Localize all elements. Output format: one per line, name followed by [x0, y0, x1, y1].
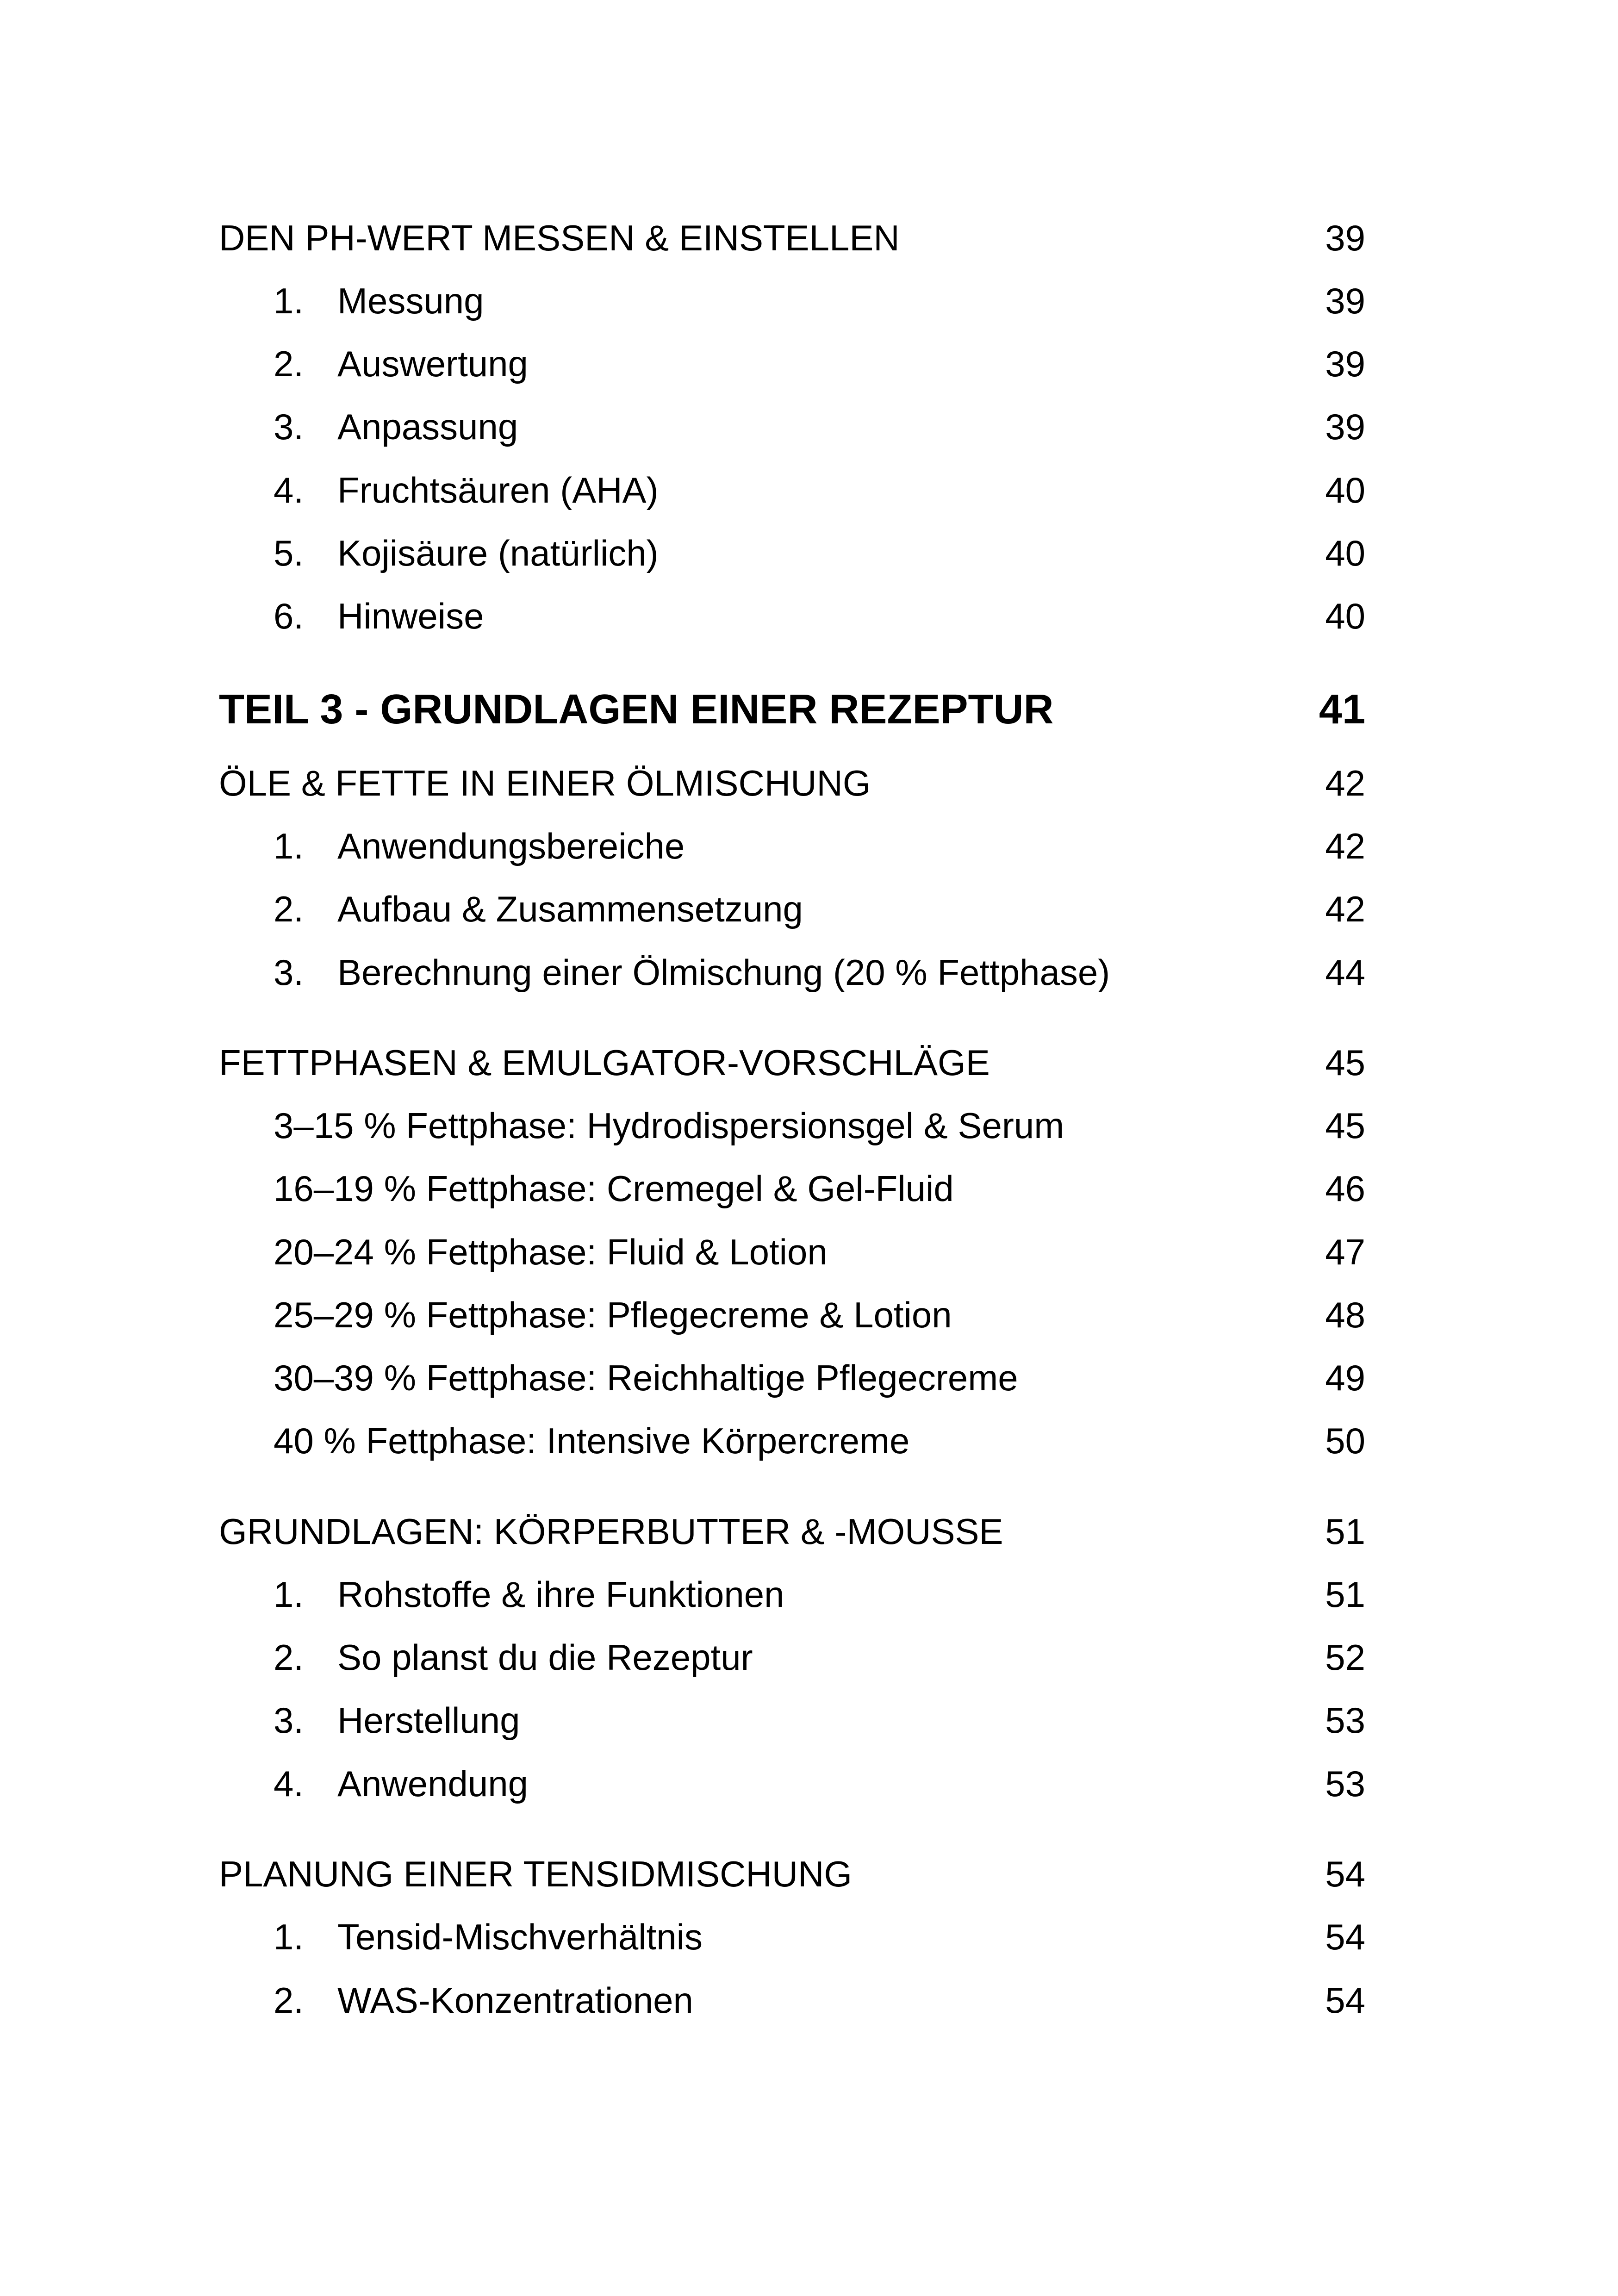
- toc-section-heading: [219, 755, 1365, 811]
- toc-entry-title: Anwendungsbereiche: [337, 826, 685, 866]
- toc-entry-number: 2.: [274, 1637, 304, 1678]
- toc-entry-title: FETTPHASEN & EMULGATOR-VORSCHLÄGE: [219, 1042, 990, 1083]
- toc-entry-title: Auswertung: [337, 343, 528, 384]
- toc-entry-title: TEIL 3 - GRUNDLAGEN EINER REZEPTUR: [219, 686, 1054, 733]
- toc-page-number: 54: [1325, 1980, 1365, 2021]
- toc-entry: [219, 462, 1365, 518]
- toc-entry-title: Fruchtsäuren (AHA): [337, 470, 659, 510]
- toc-entry: [219, 1756, 1365, 1811]
- toc-entry-title: Messung: [337, 280, 484, 321]
- toc-entry-title: PLANUNG EINER TENSIDMISCHUNG: [219, 1854, 853, 1894]
- toc-page-number: 54: [1325, 1854, 1365, 1894]
- toc-entry-title: So planst du die Rezeptur: [337, 1637, 753, 1678]
- toc-page-number: 48: [1325, 1294, 1365, 1335]
- toc-entry: [219, 1972, 1365, 2028]
- toc-entry: [219, 945, 1365, 1000]
- toc-entry: [219, 818, 1365, 874]
- toc-entry-number: 1.: [274, 1916, 304, 1957]
- toc-page-number: 39: [1325, 406, 1365, 447]
- toc-entry-number: 3.: [274, 406, 304, 447]
- toc-entry-number: 1.: [274, 280, 304, 321]
- toc-page-number: 39: [1325, 280, 1365, 321]
- toc-entry: [219, 1098, 1365, 1153]
- toc-page-number: 53: [1325, 1700, 1365, 1741]
- toc-entry-title: ÖLE & FETTE IN EINER ÖLMISCHUNG: [219, 763, 871, 803]
- toc-page-number: 42: [1325, 889, 1365, 929]
- toc-entry-title: 20–24 % Fettphase: Fluid & Lotion: [274, 1232, 828, 1272]
- toc-part-heading: [219, 682, 1365, 737]
- toc-entry-title: 16–19 % Fettphase: Cremegel & Gel-Fluid: [274, 1168, 954, 1209]
- toc-entry: [219, 273, 1365, 329]
- toc-page-number: 44: [1325, 952, 1365, 993]
- toc-entry: [219, 588, 1365, 644]
- toc-page-number: 40: [1325, 533, 1365, 573]
- toc-page-number: 51: [1325, 1511, 1365, 1552]
- toc-entry-title: Kojisäure (natürlich): [337, 533, 659, 573]
- toc-entry: [219, 1350, 1365, 1406]
- toc-entry-title: WAS-Konzentrationen: [337, 1980, 693, 2021]
- toc-entry-title: DEN PH-WERT MESSEN & EINSTELLEN: [219, 218, 900, 258]
- toc-page-number: 42: [1325, 826, 1365, 866]
- toc-entry-title: Berechnung einer Ölmischung (20 % Fettphase): [337, 952, 1110, 993]
- toc-page-number: 52: [1325, 1637, 1365, 1678]
- toc-entry-number: 1.: [274, 826, 304, 866]
- toc-entry: [219, 1909, 1365, 1965]
- toc-page-number: 39: [1325, 218, 1365, 258]
- toc-entry-title: GRUNDLAGEN: KÖRPERBUTTER & -MOUSSE: [219, 1511, 1003, 1552]
- toc-page-number: 49: [1325, 1357, 1365, 1398]
- toc-entry-number: 5.: [274, 533, 304, 573]
- toc-entry-title: Tensid-Mischverhältnis: [337, 1916, 703, 1957]
- toc-entry: [219, 1567, 1365, 1622]
- toc-section-heading: [219, 1035, 1365, 1090]
- toc-entry-number: 3.: [274, 1700, 304, 1741]
- toc-page-number: 41: [1319, 686, 1365, 733]
- toc-page-number: 45: [1325, 1042, 1365, 1083]
- toc-entry-title: Aufbau & Zusammensetzung: [337, 889, 803, 929]
- toc-entry-number: 4.: [274, 470, 304, 510]
- toc-entry-title: Anpassung: [337, 406, 518, 447]
- toc-section-heading: [219, 1846, 1365, 1902]
- toc-section-heading: [219, 210, 1365, 266]
- toc-entry: [219, 1224, 1365, 1280]
- toc-entry-title: Hinweise: [337, 596, 484, 636]
- toc-entry-title: 3–15 % Fettphase: Hydrodispersionsgel & Serum: [274, 1105, 1064, 1146]
- toc-entry: [219, 1287, 1365, 1343]
- toc-page-number: 53: [1325, 1763, 1365, 1804]
- toc-entry-number: 2.: [274, 889, 304, 929]
- toc-entry-number: 4.: [274, 1763, 304, 1804]
- toc-entry-title: 40 % Fettphase: Intensive Körpercreme: [274, 1420, 910, 1461]
- toc-entry-title: Rohstoffe & ihre Funktionen: [337, 1574, 784, 1615]
- toc-page-number: 42: [1325, 763, 1365, 803]
- toc-entry-title: Anwendung: [337, 1763, 529, 1804]
- toc-entry-number: 2.: [274, 343, 304, 384]
- toc-entry-number: 2.: [274, 1980, 304, 2021]
- toc-page-number: 50: [1325, 1420, 1365, 1461]
- toc-entry-number: 1.: [274, 1574, 304, 1615]
- toc-page-number: 39: [1325, 343, 1365, 384]
- toc-entry: [219, 1413, 1365, 1468]
- toc-entry: [219, 1161, 1365, 1216]
- toc-entry-title: Herstellung: [337, 1700, 520, 1741]
- toc-entry: [219, 881, 1365, 937]
- toc-page-number: 46: [1325, 1168, 1365, 1209]
- toc-page-number: 51: [1325, 1574, 1365, 1615]
- toc-entry: [219, 1692, 1365, 1748]
- toc-section-heading: [219, 1504, 1365, 1559]
- toc-entry: [219, 399, 1365, 454]
- toc-entry: [219, 1630, 1365, 1685]
- toc-page-number: 47: [1325, 1232, 1365, 1272]
- toc-entry-number: 3.: [274, 952, 304, 993]
- toc-page-number: 40: [1325, 596, 1365, 636]
- toc-page-number: 54: [1325, 1916, 1365, 1957]
- toc-entry-number: 6.: [274, 596, 304, 636]
- toc-page-number: 45: [1325, 1105, 1365, 1146]
- toc-entry: [219, 525, 1365, 581]
- toc-entry: [219, 336, 1365, 392]
- toc-entry-title: 30–39 % Fettphase: Reichhaltige Pflegecreme: [274, 1357, 1018, 1398]
- toc-entry-title: 25–29 % Fettphase: Pflegecreme & Lotion: [274, 1294, 952, 1335]
- toc-page-number: 40: [1325, 470, 1365, 510]
